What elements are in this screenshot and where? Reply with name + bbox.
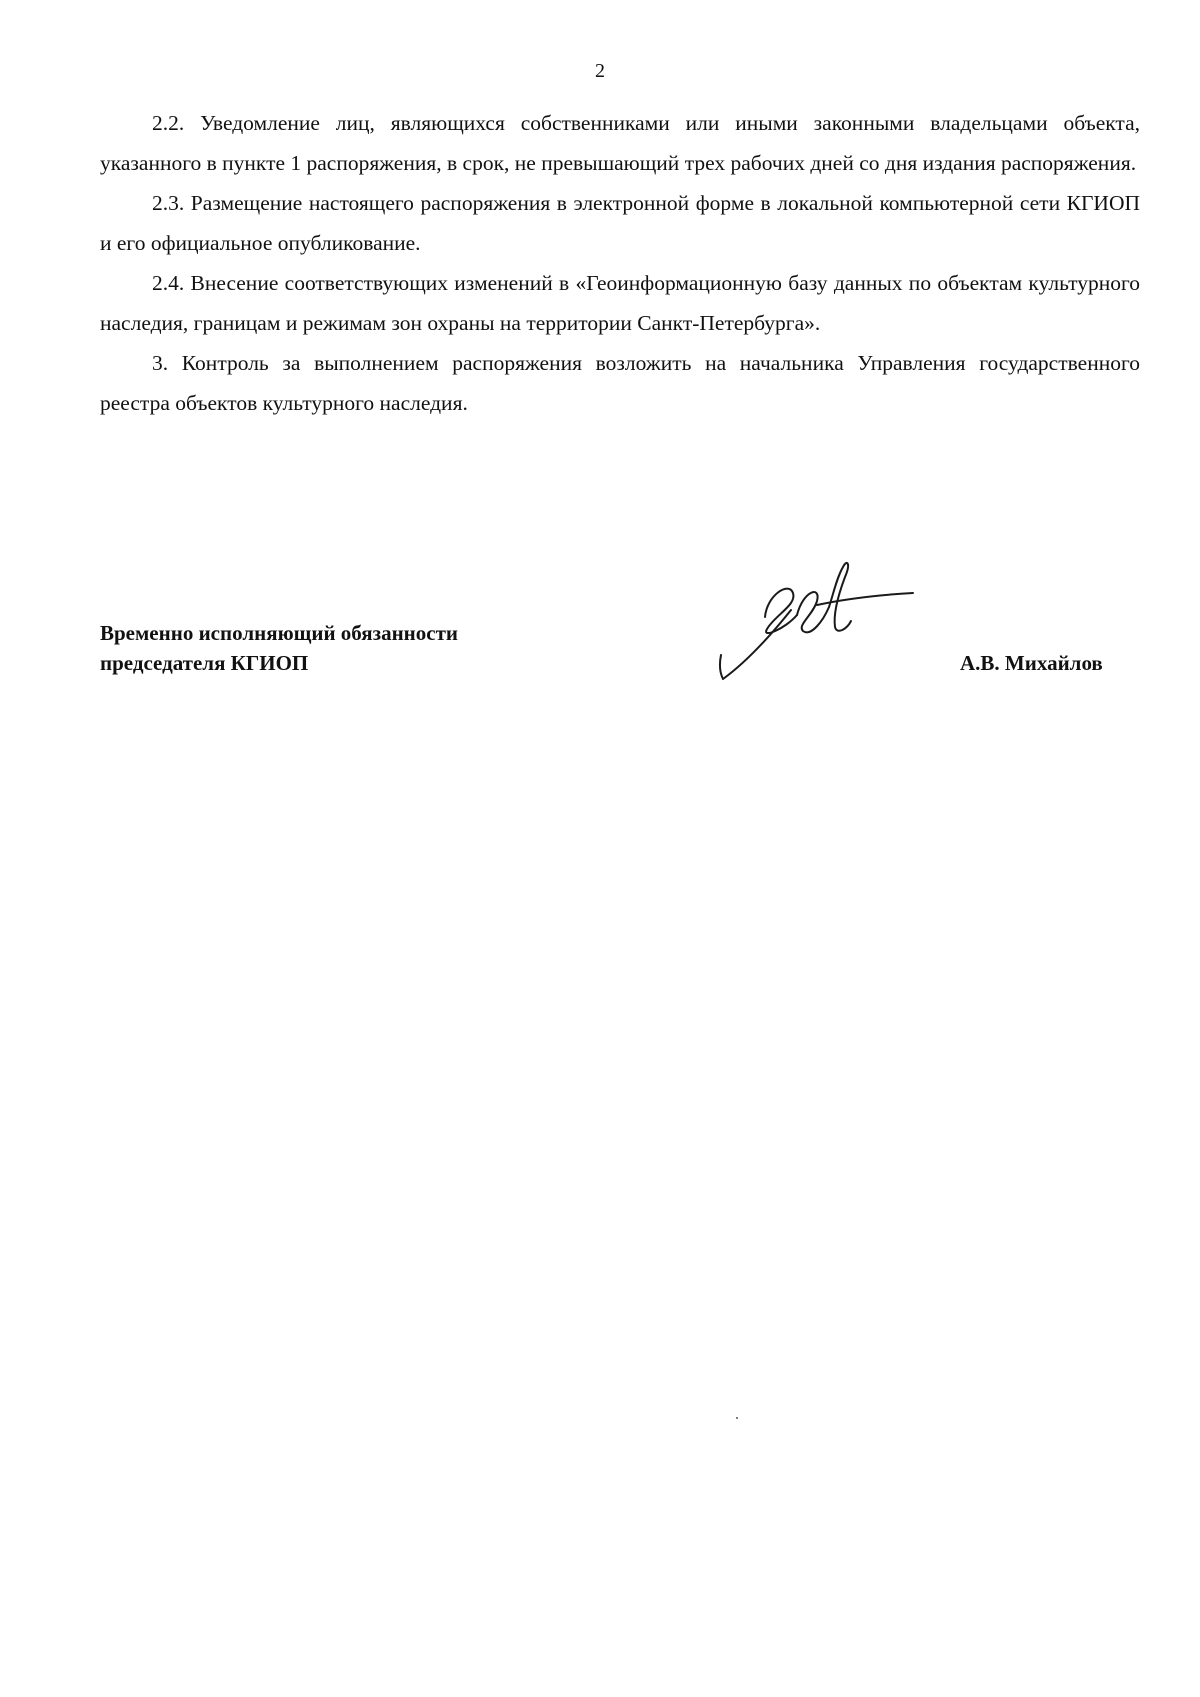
signatory-position-line-2: председателя КГИОП (100, 651, 309, 675)
handwritten-signature (705, 555, 925, 685)
paragraph-2-4: 2.4. Внесение соответствующих изменений в «Геоинформационную базу данных по объектам культурного наследия, границам и режимам зон охраны на территории Санкт-Петербурга». (100, 271, 1140, 335)
paragraph-2-3: 2.3. Размещение настоящего распоряжения в электронной форме в локальной компьютерной сети КГИОП и его официальное опубликование. (100, 191, 1140, 255)
signatory-name: А.В. Михайлов (960, 651, 1103, 675)
paragraph-3: 3. Контроль за выполнением распоряжения возложить на начальника Управления государственного реестра объектов культурного наследия. (100, 351, 1140, 415)
document-body (100, 103, 1140, 423)
scan-speck (736, 1417, 738, 1419)
signatory-position (100, 618, 458, 678)
page-number: 2 (595, 60, 605, 82)
signatory-position-line-1: Временно исполняющий обязанности (100, 621, 459, 645)
paragraph-2-2: 2.2. Уведомление лиц, являющихся собственниками или иными законными владельцами объекта, указанного в пункте 1 распоряжения, в срок, не превышающий трех рабочих дней со дня издания распоряжения. (100, 111, 1140, 175)
